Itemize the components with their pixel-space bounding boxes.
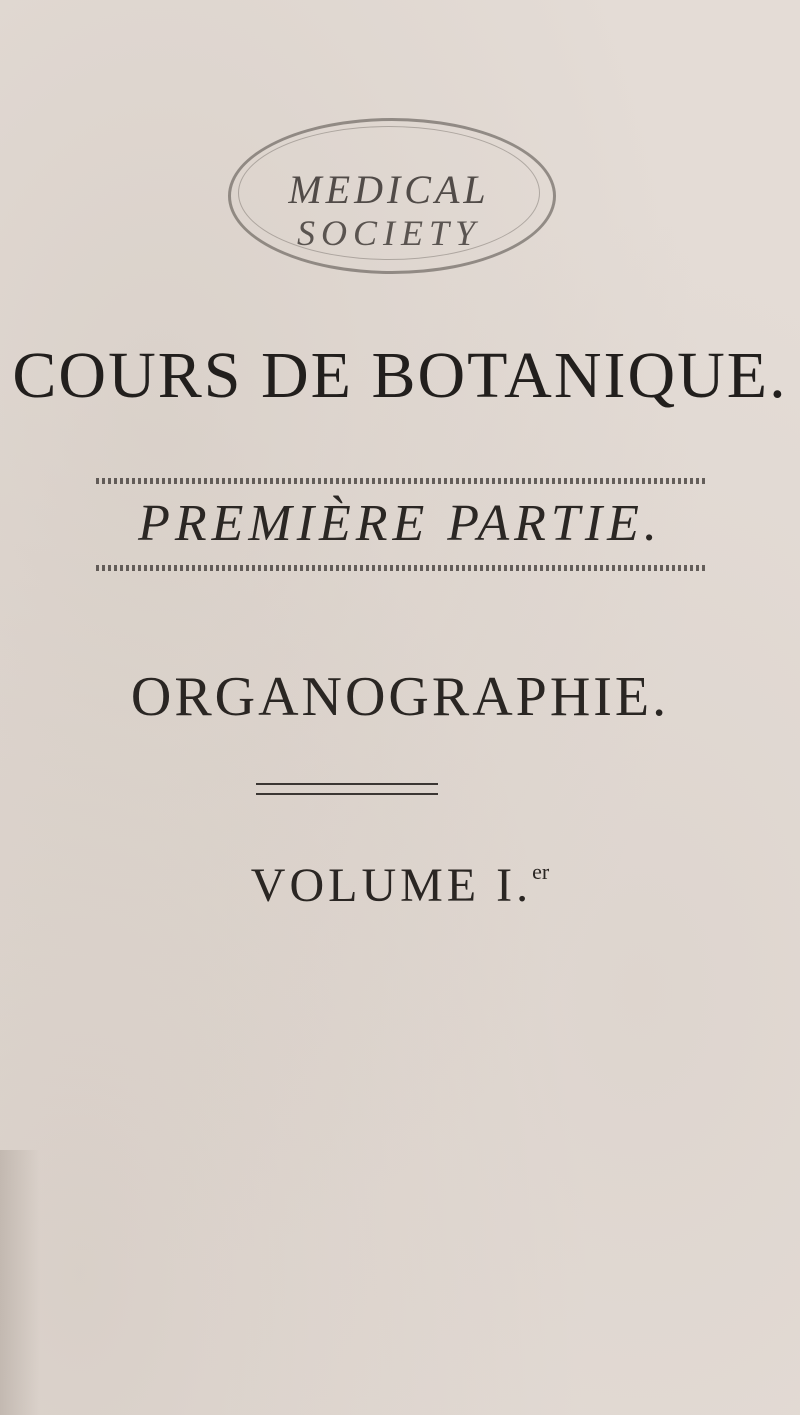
ornamental-rule-top [96,478,708,484]
volume-heading [0,858,800,913]
volume-number: I. [496,859,533,912]
stamp-text-line2: SOCIETY [296,213,482,253]
library-stamp [228,118,558,278]
volume-label: VOLUME [250,859,481,912]
page-edge-shadow [0,1150,40,1415]
book-title: COURS DE BOTANIQUE. [12,339,788,412]
part-heading: PREMIÈRE PARTIE. [138,495,662,552]
volume-suffix: er [532,859,550,884]
section-heading: ORGANOGRAPHIE. [130,666,670,728]
double-rule-divider [256,783,438,795]
stamp-text-line1: MEDICAL [288,167,490,212]
ornamental-rule-bottom [96,565,708,571]
